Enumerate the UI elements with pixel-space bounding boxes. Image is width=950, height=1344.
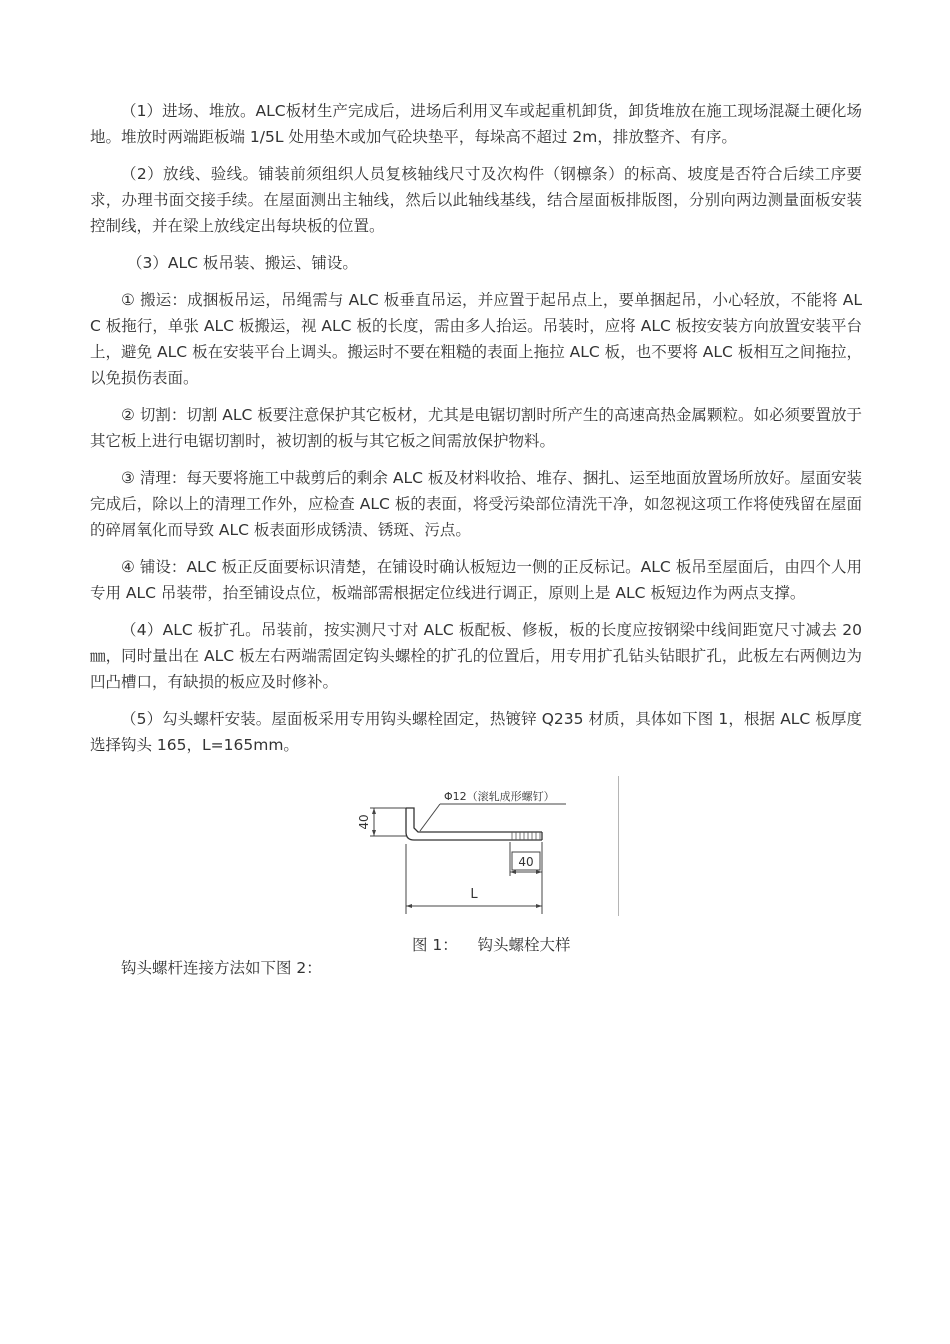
dim-thread-length: 40: [518, 855, 534, 869]
after-figure-block: [90, 955, 862, 992]
paragraph-reaming: （4）ALC 板扩孔。吊装前，按实测尺寸对 ALC 板配板、修板，板的长度应按钢梁中线间距宽尺寸减去 20 ㎜，同时量出在 ALC 板左右两端需固定钩头螺栓的扩孔的位置后，用专用扩孔钻头钻眼扩孔，此板左右两侧边为凹凸槽口，有缺损的板应及时修补。: [90, 621, 862, 691]
paragraph-hook-bolt: （5）勾头螺杆安装。屋面板采用专用钩头螺栓固定，热镀锌 Q235 材质，具体如下图 1，根据 ALC 板厚度选择钩头 165，L=165mm。: [90, 710, 862, 754]
paragraph-laying: ④ 铺设：ALC 板正反面要标识清楚，在铺设时确认板短边一侧的正反标记。ALC 板吊至屋面后，由四个人用专用 ALC 吊装带，抬至铺设点位，板端部需根据定位线进行调正，原则上是 ALC 板短边作为两点支撑。: [90, 558, 862, 602]
dim-hook-height: 40: [357, 814, 371, 830]
bolt-callout: Φ12（滚轧成形螺钉）: [444, 790, 555, 803]
figure-caption: 图 1： 钩头螺栓大样: [412, 936, 571, 954]
dim-overall-length: L: [470, 887, 478, 902]
paragraph-layout-check: （2）放线、验线。铺装前须组织人员复核轴线尺寸及次构件（钢檩条）的标高、坡度是否符合后续工序要求，办理书面交接手续。在屋面测出主轴线，然后以此轴线基线，结合屋面板排版图，分别向两边测量面板安装控制线，并在梁上放线定出每块板的位置。: [90, 165, 862, 235]
paragraph-entry-stacking: （1）进场、堆放。ALC板材生产完成后，进场后利用叉车或起重机卸货，卸货堆放在施工现场混凝土硬化场地。堆放时两端距板端 1/5L 处用垫木或加气砼块垫平，每垛高不超过 2m，排放整齐、有序。: [90, 102, 862, 146]
document-body: [90, 98, 862, 977]
figure-hook-bolt: [90, 772, 862, 954]
paragraph-cutting: ② 切割：切割 ALC 板要注意保护其它板材，尤其是电锯切割时所产生的高速高热金属颗粒。如必须要置放于其它板上进行电锯切割时，被切割的板与其它板之间需放保护物料。: [90, 406, 862, 450]
paragraph-connection-method: 钩头螺杆连接方法如下图 2：: [121, 959, 322, 977]
paragraph-transport: ① 搬运：成捆板吊运，吊绳需与 ALC 板垂直吊运，并应置于起吊点上，要单捆起吊，小心轻放，不能将 ALC 板拖行，单张 ALC 板搬运，视 ALC 板的长度，需由多人抬运。吊装时，应将 ALC 板按安装方向放置安装平台上，避免 ALC 板在安装平台上调头。搬运时不要在粗糙的表面上拖拉 ALC 板，也不要将 ALC 板相互之间拖拉，以免损伤表面。: [90, 291, 862, 387]
paragraph-cleaning: ③ 清理：每天要将施工中裁剪后的剩余 ALC 板及材料收拾、堆存、捆扎、运至地面放置场所放好。屋面安装完成后，除以上的清理工作外，应检查 ALC 板的表面，将受污染部位清洗干净，如忽视这项工作将使残留在屋面的碎屑氧化而导致 ALC 板表面形成锈渍、锈斑、污点。: [90, 469, 862, 539]
figure-divider: [618, 776, 619, 916]
hook-bolt-drawing: [357, 772, 582, 914]
paragraph-hoisting-heading: （3）ALC 板吊装、搬运、铺设。: [127, 254, 358, 272]
